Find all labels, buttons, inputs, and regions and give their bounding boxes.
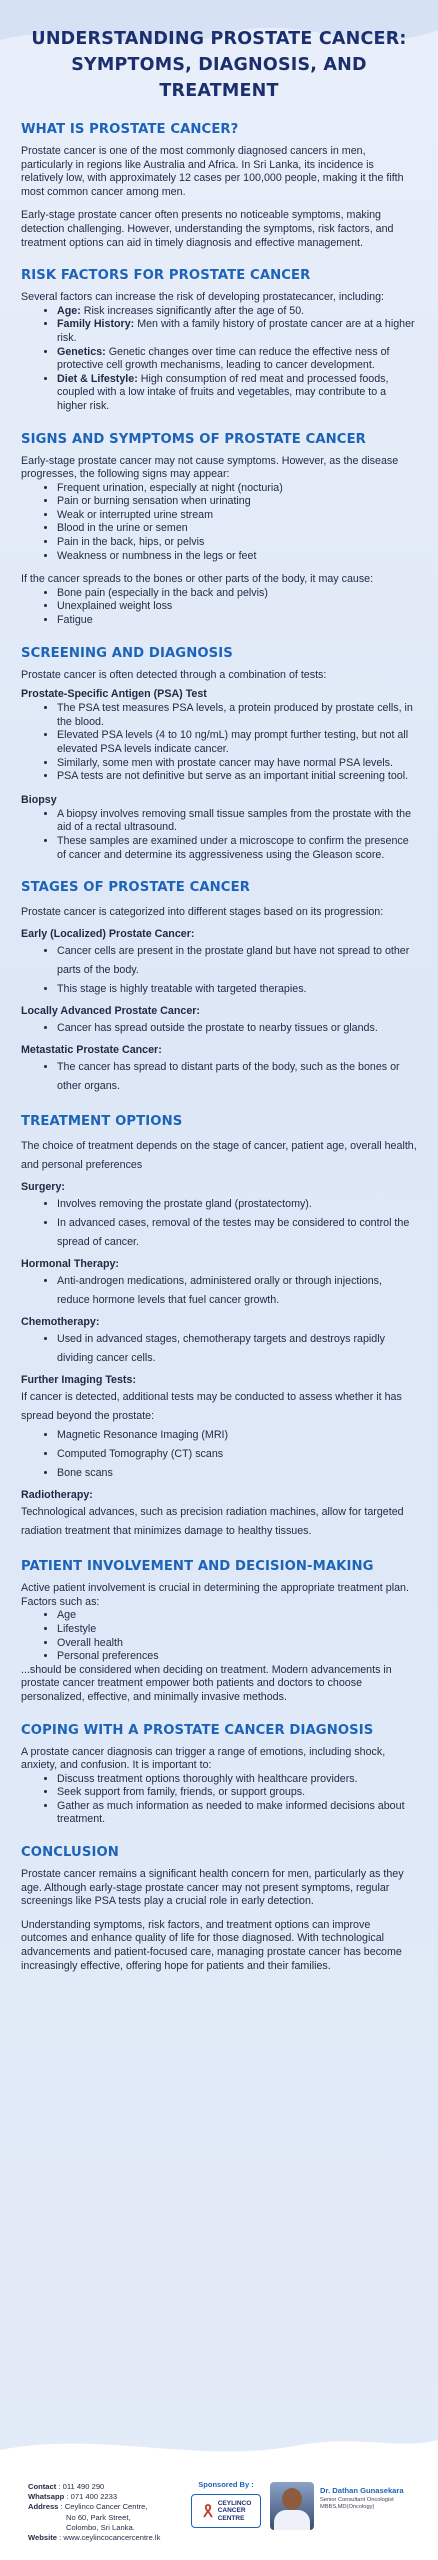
section-heading: WHAT IS PROSTATE CANCER? xyxy=(21,122,239,137)
list-item xyxy=(57,346,417,373)
paragraph: Understanding symptoms, risk factors, and treatment options can improve outcomes and enhance quality of life for those diagnosed. With technological advancements and patient-focused care, managing prostate cancer has become increasingly effective, offering hope for patients and their families. xyxy=(21,1918,402,1972)
section-stages xyxy=(21,880,417,1096)
logo-line: CANCER xyxy=(217,2507,246,2515)
paragraph: A prostate cancer diagnosis can trigger a range of emotions, including shock, anxiety, and confusion. It is important to: xyxy=(21,1745,386,1772)
paragraph: Prostate cancer is often detected through a combination of tests: xyxy=(21,668,327,681)
treatment-list xyxy=(21,1195,417,1252)
list-item: • Anti-androgen medications, administered orally or through injections, reduce hormone levels that fuel cancer growth. xyxy=(57,1272,417,1310)
sponsor-block xyxy=(186,2480,266,2528)
address-value: : Ceylinco Cancer Centre, xyxy=(60,2502,148,2512)
section-heading: COPING WITH A PROSTATE CANCER DIAGNOSIS xyxy=(21,1722,374,1738)
list-item: • This stage is highly treatable with targeted therapies. xyxy=(57,980,417,999)
list-item: • Overall health xyxy=(57,1637,417,1651)
ceylinco-logo xyxy=(191,2494,261,2528)
list-item: • Personal preferences xyxy=(57,1650,417,1664)
list-item: • The PSA test measures PSA levels, a protein produced by prostate cells, in the blood. xyxy=(57,702,417,729)
list-item: • Bone scans xyxy=(57,1464,417,1483)
subheading: Metastatic Prostate Cancer: xyxy=(21,1044,162,1057)
subheading: Hormonal Therapy: xyxy=(21,1258,119,1271)
list-item: • Used in advanced stages, chemotherapy targets and destroys rapidly dividing cancer cells. xyxy=(57,1330,417,1368)
list-item: • The cancer has spread to distant parts of the body, such as the bones or other organs. xyxy=(57,1058,417,1096)
paragraph: ...should be considered when deciding on treatment. Modern advancements in prostate cancer treatment empower both patients and doctors to choose personalized, effective, and minimally invasive methods. xyxy=(21,1663,392,1703)
subheading: Surgery: xyxy=(21,1181,65,1194)
doctor-photo xyxy=(270,2482,314,2530)
list-item: • Frequent urination, especially at night (nocturia) xyxy=(57,482,417,496)
subheading: Biopsy xyxy=(21,793,57,806)
spread-symptom-list xyxy=(21,587,417,628)
section-heading: SCREENING AND DIAGNOSIS xyxy=(21,645,233,661)
paragraph: The choice of treatment depends on the stage of cancer, patient age, overall health, and personal preferences xyxy=(21,1140,417,1172)
list-item: • Weakness or numbness in the legs or feet xyxy=(57,550,417,564)
list-item: • Blood in the urine or semen xyxy=(57,522,417,536)
contact-block xyxy=(28,2482,160,2543)
treatment-list xyxy=(21,1330,417,1368)
section-heading: STAGES OF PROSTATE CANCER xyxy=(21,880,250,896)
list-item: • Pain or burning sensation when urinating xyxy=(57,495,417,509)
list-item: • Bone pain (especially in the back and pelvis) xyxy=(57,587,417,601)
list-item xyxy=(57,305,417,319)
stage-list xyxy=(21,942,417,999)
sponsored-label: Sponsored By : xyxy=(198,2480,254,2489)
subheading: Radiotherapy: xyxy=(21,1489,93,1502)
paragraph: Prostate cancer is categorized into different stages based on its progression: xyxy=(21,906,384,919)
coping-list xyxy=(21,1773,417,1827)
list-item: • Weak or interrupted urine stream xyxy=(57,509,417,523)
list-item: • These samples are examined under a microscope to confirm the presence of cancer and determine its aggressiveness using the Gleason score. xyxy=(57,835,417,862)
whatsapp-label: Whatsapp xyxy=(28,2492,65,2502)
item-text: Genetic changes over time can reduce the effective ness of protective cell growth mechanisms, leading to cancer development. xyxy=(57,345,390,372)
logo-text xyxy=(218,2500,252,2523)
section-risk-factors xyxy=(21,268,417,413)
list-item: • Gather as much information as needed to make informed decisions about treatment. xyxy=(57,1800,417,1827)
list-item: • Elevated PSA levels (4 to 10 ng/mL) may prompt further testing, but not all elevated PSA levels indicate cancer. xyxy=(57,729,417,756)
list-item: • In advanced cases, removal of the testes may be considered to control the spread of cancer. xyxy=(57,1214,417,1252)
page-title: UNDERSTANDING PROSTATE CANCER: SYMPTOMS, DIAGNOSIS, AND TREATMENT xyxy=(31,29,407,101)
list-item: • Cancer has spread outside the prostate to nearby tissues or glands. xyxy=(57,1019,417,1038)
list-item: • Lifestyle xyxy=(57,1623,417,1637)
whatsapp-value[interactable]: : 071 400 2233 xyxy=(66,2492,118,2502)
ribbon-icon xyxy=(201,2504,215,2518)
section-heading: PATIENT INVOLVEMENT AND DECISION-MAKING xyxy=(21,1559,374,1575)
psa-list xyxy=(21,702,417,784)
subheading: Early (Localized) Prostate Cancer: xyxy=(21,928,195,941)
item-text: Risk increases significantly after the age of 50. xyxy=(80,304,305,317)
item-label: Family History: xyxy=(57,318,135,331)
paragraph: Prostate cancer remains a significant health concern for men, particularly as they age. Although early-stage prostate cancer may not present symptoms, regular screenings like PSA tests play a crucial role in early detection. xyxy=(21,1868,404,1908)
list-item: • Magnetic Resonance Imaging (MRI) xyxy=(57,1426,417,1445)
list-item: • Discuss treatment options thoroughly with healthcare providers. xyxy=(57,1773,417,1787)
subheading: Prostate-Specific Antigen (PSA) Test xyxy=(21,688,207,701)
section-conclusion xyxy=(21,1845,417,1973)
website-link[interactable]: : www.ceylincocancercentre.lk xyxy=(59,2533,161,2543)
paragraph: Technological advances, such as precision radiation machines, allow for targeted radiation treatment that minimizes damage to healthy tissues. xyxy=(21,1506,404,1538)
stage-list xyxy=(21,1019,417,1038)
risk-list xyxy=(21,305,417,414)
list-item: • Fatigue xyxy=(57,614,417,628)
logo-line: CENTRE xyxy=(217,2514,245,2522)
list-item: • Cancer cells are present in the prostate gland but have not spread to other parts of the body. xyxy=(57,942,417,980)
section-heading: TREATMENT OPTIONS xyxy=(21,1114,183,1130)
website-line xyxy=(28,2533,160,2543)
paragraph: If the cancer spreads to the bones or other parts of the body, it may cause: xyxy=(21,573,374,586)
section-heading: CONCLUSION xyxy=(21,1845,119,1861)
address-line: Colombo, Sri Lanka. xyxy=(66,2522,135,2532)
item-label: Age: xyxy=(57,304,81,317)
doctor-title xyxy=(320,2497,394,2511)
logo-line: CEYLINCO xyxy=(217,2499,252,2507)
doctor-title-line: Senior Consultant Oncologist xyxy=(320,2497,394,2503)
section-heading: RISK FACTORS FOR PROSTATE CANCER xyxy=(21,268,311,284)
list-item: • Similarly, some men with prostate cancer may have normal PSA levels. xyxy=(57,757,417,771)
list-item: • Unexplained weight loss xyxy=(57,600,417,614)
item-text: High consumption of red meat and processed foods, coupled with a low intake of fruits and vegetables, may contribute to a higher risk. xyxy=(57,372,389,412)
list-item xyxy=(57,373,417,414)
paragraph: Early-stage prostate cancer often presents no noticeable symptoms, making detection challenging. However, understanding the symptoms, risk factors, and treatment options can aid in timely diagnosis and effective management. xyxy=(21,209,394,249)
section-heading: SIGNS AND SYMPTOMS OF PROSTATE CANCER xyxy=(21,431,366,447)
contact-label: Contact xyxy=(28,2482,57,2491)
contact-value[interactable]: : 011 490 290 xyxy=(58,2482,105,2491)
subheading: Further Imaging Tests: xyxy=(21,1374,136,1387)
paragraph: Several factors can increase the risk of developing prostatecancer, including: xyxy=(21,291,384,304)
stage-list xyxy=(21,1058,417,1096)
paragraph: Prostate cancer is one of the most commonly diagnosed cancers in men, particularly in regions like Australia and Africa. In Sri Lanka, its incidence is relatively low, with approximately 12 cases per 100,000 people, making it the fifth most common cancer among men. xyxy=(21,145,404,198)
list-item: • Seek support from family, friends, or support groups. xyxy=(57,1786,417,1800)
item-label: Genetics: xyxy=(57,345,106,358)
spaced-sections xyxy=(21,880,417,1541)
item-text: Men with a family history of prostate cancer are at a higher risk. xyxy=(57,318,415,344)
section-what-is xyxy=(21,122,417,250)
paragraph: Active patient involvement is crucial in determining the appropriate treatment plan. Factors such as: xyxy=(21,1582,409,1608)
biopsy-list xyxy=(21,808,417,862)
item-label: Diet & Lifestyle: xyxy=(57,372,138,385)
list-item: • Pain in the back, hips, or pelvis xyxy=(57,536,417,550)
paragraph: If cancer is detected, additional tests may be conducted to assess whether it has spread beyond the prostate: xyxy=(21,1391,402,1423)
subheading: Locally Advanced Prostate Cancer: xyxy=(21,1005,200,1018)
contact-line xyxy=(28,2482,160,2492)
section-screening xyxy=(21,646,417,863)
section-coping xyxy=(21,1723,417,1828)
bottom-wave-decoration xyxy=(0,2430,438,2470)
list-item: • PSA tests are not definitive but serve as an important initial screening tool. xyxy=(57,770,417,784)
section-signs xyxy=(21,432,417,628)
doctor-title-line: MBBS,MD(Oncology) xyxy=(320,2504,375,2510)
section-treatment xyxy=(21,1114,417,1541)
list-item xyxy=(57,318,417,345)
list-item: • Age xyxy=(57,1609,417,1623)
list-item: • Involves removing the prostate gland (prostatectomy). xyxy=(57,1195,417,1214)
paragraph: Early-stage prostate cancer may not cause symptoms. However, as the disease progresses, the following signs may appear: xyxy=(21,454,399,481)
factor-list xyxy=(21,1609,417,1663)
website-label: Website xyxy=(28,2533,57,2543)
doctor-name: Dr. Dathan Gunasekara xyxy=(320,2486,404,2495)
section-involvement xyxy=(21,1559,417,1704)
list-item: • A biopsy involves removing small tissue samples from the prostate with the aid of a rectal ultrasound. xyxy=(57,808,417,835)
address-label: Address xyxy=(28,2502,59,2512)
subheading: Chemotherapy: xyxy=(21,1316,100,1329)
treatment-list xyxy=(21,1272,417,1310)
symptom-list xyxy=(21,482,417,564)
footer xyxy=(0,2468,438,2560)
address-line: No 60, Park Street, xyxy=(66,2512,131,2522)
address-line xyxy=(28,2502,160,2512)
list-item: • Computed Tomography (CT) scans xyxy=(57,1445,417,1464)
imaging-list xyxy=(21,1426,417,1483)
whatsapp-line xyxy=(28,2492,160,2502)
